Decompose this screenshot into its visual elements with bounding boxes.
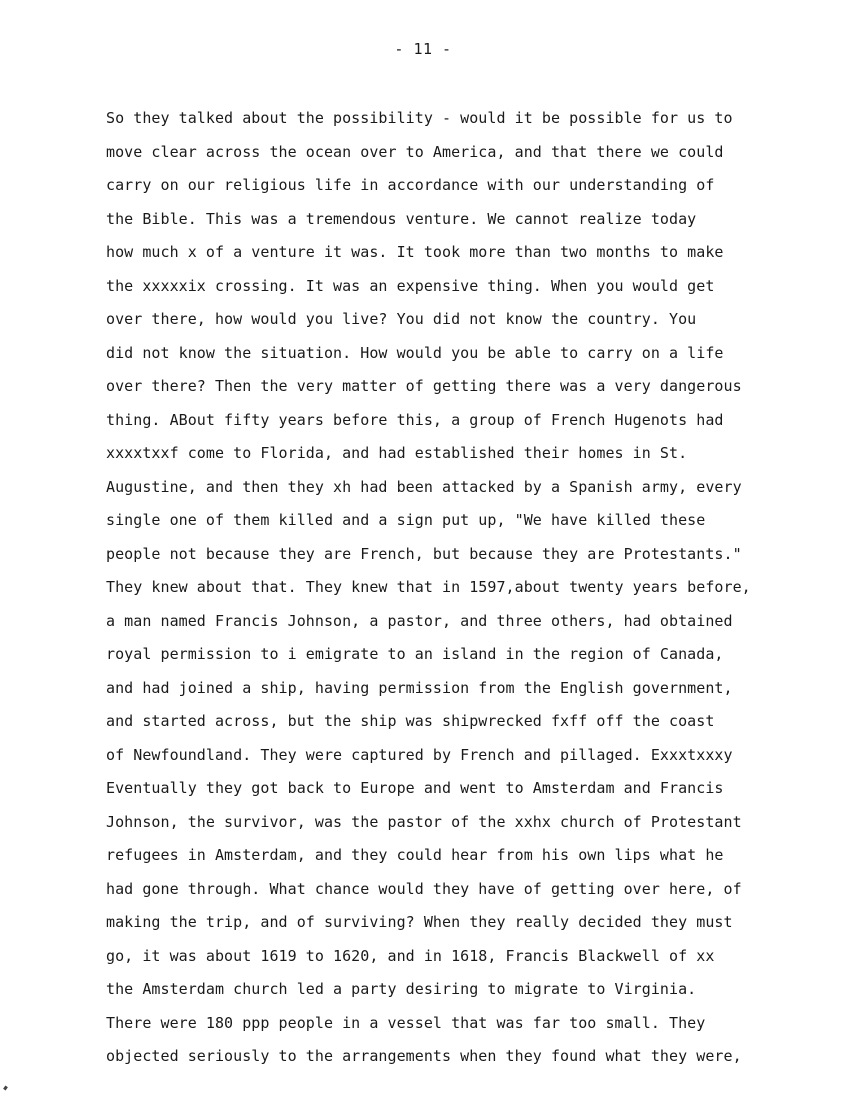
- text-line: did not know the situation. How would you be able to carry on a life: [106, 343, 724, 362]
- page-number: - 11 -: [394, 40, 452, 58]
- text-line: objected seriously to the arrangements when they found what they were,: [106, 1047, 742, 1065]
- text-line: the Amsterdam church led a party desiring to migrate to Virginia.: [106, 980, 697, 998]
- text-line: xxxxtxxf come to Florida, and had established their homes in St.: [106, 444, 688, 462]
- text-line: and had joined a ship, having permission from the English government,: [106, 678, 733, 697]
- text-line: and started across, but the ship was shipwrecked fxff off the coast: [106, 712, 715, 730]
- text-line: single one of them killed and a sign put up, "We have killed these: [106, 511, 706, 529]
- text-line: refugees in Amsterdam, and they could hear from his own lips what he: [106, 846, 724, 864]
- text-line: over there, how would you live? You did not know the country. You: [106, 310, 697, 328]
- text-line: carry on our religious life in accordance with our understanding of: [106, 176, 715, 194]
- text-line: the xxxxxix crossing. It was an expensive thing. When you would get: [106, 276, 715, 295]
- text-line: go, it was about 1619 to 1620, and in 1618, Francis Blackwell of xx: [106, 946, 715, 965]
- body-text: [106, 102, 836, 1074]
- margin-mark: [3, 1086, 8, 1091]
- text-line: had gone through. What chance would they have of getting over here, of: [106, 879, 742, 898]
- text-line: So they talked about the possibility - would it be possible for us to: [106, 109, 733, 127]
- text-line: Eventually they got back to Europe and went to Amsterdam and Francis: [106, 779, 724, 797]
- text-line: a man named Francis Johnson, a pastor, and three others, had obtained: [106, 611, 733, 630]
- text-line: making the trip, and of surviving? When they really decided they must: [106, 913, 733, 931]
- text-line: thing. ABout fifty years before this, a group of French Hugenots had: [106, 410, 724, 429]
- text-line: how much x of a venture it was. It took more than two months to make: [106, 243, 724, 261]
- text-line: over there? Then the very matter of getting there was a very dangerous: [106, 377, 742, 395]
- text-line: move clear across the ocean over to America, and that there we could: [106, 142, 724, 161]
- text-line: royal permission to i emigrate to an island in the region of Canada,: [106, 645, 724, 663]
- text-line: the Bible. This was a tremendous venture. We cannot realize today: [106, 209, 697, 228]
- text-line: Augustine, and then they xh had been attacked by a Spanish army, every: [106, 477, 742, 496]
- text-line: Johnson, the survivor, was the pastor of the xxhx church of Protestant: [106, 812, 742, 831]
- text-line: They knew about that. They knew that in 1597,about twenty years before,: [106, 578, 751, 596]
- text-line: of Newfoundland. They were captured by French and pillaged. Exxxtxxxy: [106, 745, 733, 764]
- text-line: There were 180 ppp people in a vessel that was far too small. They: [106, 1013, 706, 1032]
- text-line: people not because they are French, but because they are Protestants.": [106, 544, 742, 563]
